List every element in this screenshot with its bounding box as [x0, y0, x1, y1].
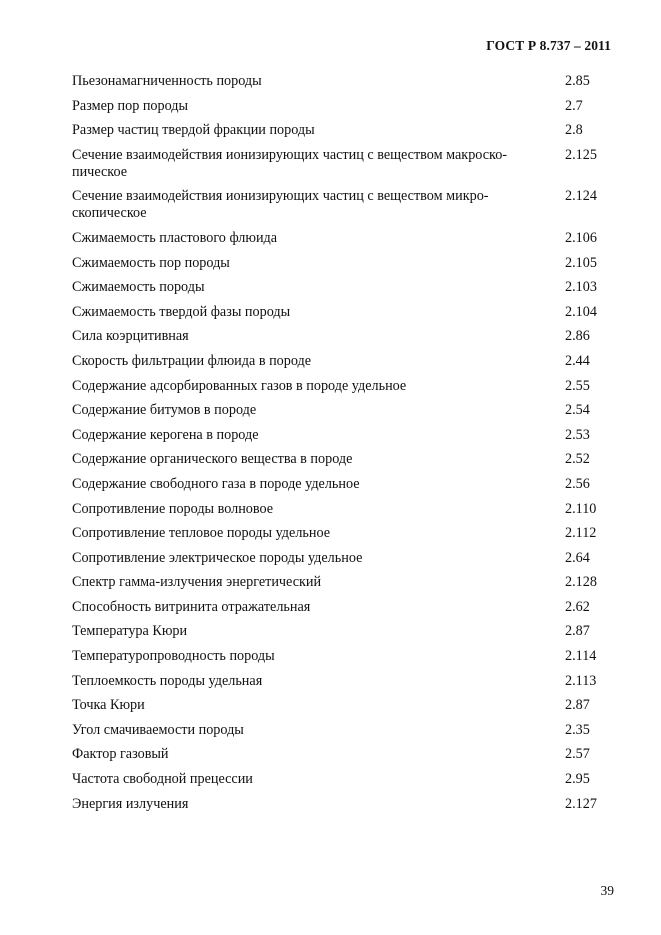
index-reference: 2.62 — [565, 598, 590, 615]
term-index-list — [72, 73, 612, 820]
index-reference: 2.55 — [565, 377, 590, 394]
index-entry — [72, 476, 612, 493]
index-term: Угол смачиваемости породы — [72, 721, 244, 738]
index-reference: 2.124 — [565, 188, 597, 205]
index-reference: 2.103 — [565, 279, 597, 296]
index-reference: 2.64 — [565, 549, 590, 566]
index-reference: 2.56 — [565, 475, 590, 492]
document-header: ГОСТ Р 8.737 – 2011 — [486, 38, 611, 53]
index-term: Сопротивление породы волновое — [72, 500, 274, 517]
index-entry — [72, 378, 612, 395]
index-term: Сопротивление электрическое породы удельное — [72, 549, 363, 566]
index-term: Температура Кюри — [72, 623, 188, 640]
index-term: Содержание адсорбированных газов в породе удельное — [72, 377, 407, 394]
index-term: Сжимаемость пор породы — [72, 254, 230, 271]
index-entry — [72, 188, 612, 222]
index-entry — [72, 255, 612, 272]
index-term: Сила коэрцитивная — [72, 328, 189, 345]
index-entry — [72, 353, 612, 370]
index-term: Содержание керогена в породе — [72, 426, 259, 443]
page-number: 39 — [600, 883, 614, 898]
index-reference: 2.104 — [565, 303, 597, 320]
index-term: Содержание органического вещества в породе — [72, 451, 353, 468]
index-reference: 2.112 — [565, 525, 597, 542]
index-reference: 2.128 — [565, 574, 597, 591]
index-reference: 2.7 — [565, 97, 583, 114]
index-term: Содержание битумов в породе — [72, 402, 257, 419]
index-reference: 2.125 — [565, 146, 597, 163]
index-reference: 2.127 — [565, 795, 597, 812]
index-entry — [72, 328, 612, 345]
index-entry — [72, 673, 612, 690]
index-term: Способность витринита отражательная — [72, 598, 311, 615]
index-term: Размер пор породы — [72, 97, 189, 114]
index-reference: 2.106 — [565, 229, 597, 246]
index-reference: 2.44 — [565, 352, 590, 369]
index-term: Сопротивление тепловое породы удельное — [72, 525, 331, 542]
index-entry — [72, 648, 612, 665]
index-reference: 2.113 — [565, 672, 597, 689]
index-term: Сечение взаимодействия ионизирующих частиц с веществом микро- скопическое — [72, 188, 489, 222]
index-entry — [72, 697, 612, 714]
index-entry — [72, 623, 612, 640]
index-term: Температуропроводность породы — [72, 648, 275, 665]
index-reference: 2.95 — [565, 771, 590, 788]
index-entry — [72, 574, 612, 591]
index-term: Содержание свободного газа в породе удельное — [72, 475, 360, 492]
index-entry — [72, 525, 612, 542]
index-entry — [72, 746, 612, 763]
index-term: Точка Кюри — [72, 697, 145, 714]
index-entry — [72, 402, 612, 419]
index-term: Скорость фильтрации флюида в породе — [72, 352, 312, 369]
index-reference: 2.87 — [565, 623, 590, 640]
index-term: Частота свободной прецессии — [72, 771, 253, 788]
index-entry — [72, 501, 612, 518]
index-entry — [72, 771, 612, 788]
index-reference: 2.114 — [565, 648, 597, 665]
index-entry — [72, 98, 612, 115]
index-reference: 2.105 — [565, 254, 597, 271]
index-term: Сжимаемость пластового флюида — [72, 229, 278, 246]
index-term: Теплоемкость породы удельная — [72, 672, 263, 689]
index-reference: 2.53 — [565, 426, 590, 443]
index-entry — [72, 230, 612, 247]
index-entry — [72, 550, 612, 567]
index-reference: 2.57 — [565, 746, 590, 763]
index-reference: 2.35 — [565, 721, 590, 738]
index-term: Размер частиц твердой фракции породы — [72, 122, 315, 139]
index-entry — [72, 304, 612, 321]
index-reference: 2.110 — [565, 500, 597, 517]
index-term: Сечение взаимодействия ионизирующих частиц с веществом макроско- пическое — [72, 146, 508, 180]
index-entry — [72, 796, 612, 813]
index-entry — [72, 147, 612, 181]
index-entry — [72, 122, 612, 139]
index-reference: 2.54 — [565, 402, 590, 419]
index-entry — [72, 599, 612, 616]
index-entry — [72, 427, 612, 444]
index-reference: 2.85 — [565, 73, 590, 89]
index-term: Пьезонамагниченность породы — [72, 73, 262, 89]
index-term: Сжимаемость породы — [72, 279, 205, 296]
index-entry — [72, 73, 612, 90]
index-entry — [72, 279, 612, 296]
index-reference: 2.87 — [565, 697, 590, 714]
index-term: Сжимаемость твердой фазы породы — [72, 303, 291, 320]
index-reference: 2.8 — [565, 122, 583, 139]
index-entry — [72, 451, 612, 468]
index-term: Фактор газовый — [72, 746, 169, 763]
index-reference: 2.52 — [565, 451, 590, 468]
index-term: Энергия излучения — [72, 795, 189, 812]
index-term: Спектр гамма-излучения энергетический — [72, 574, 322, 591]
index-reference: 2.86 — [565, 328, 590, 345]
index-entry — [72, 722, 612, 739]
